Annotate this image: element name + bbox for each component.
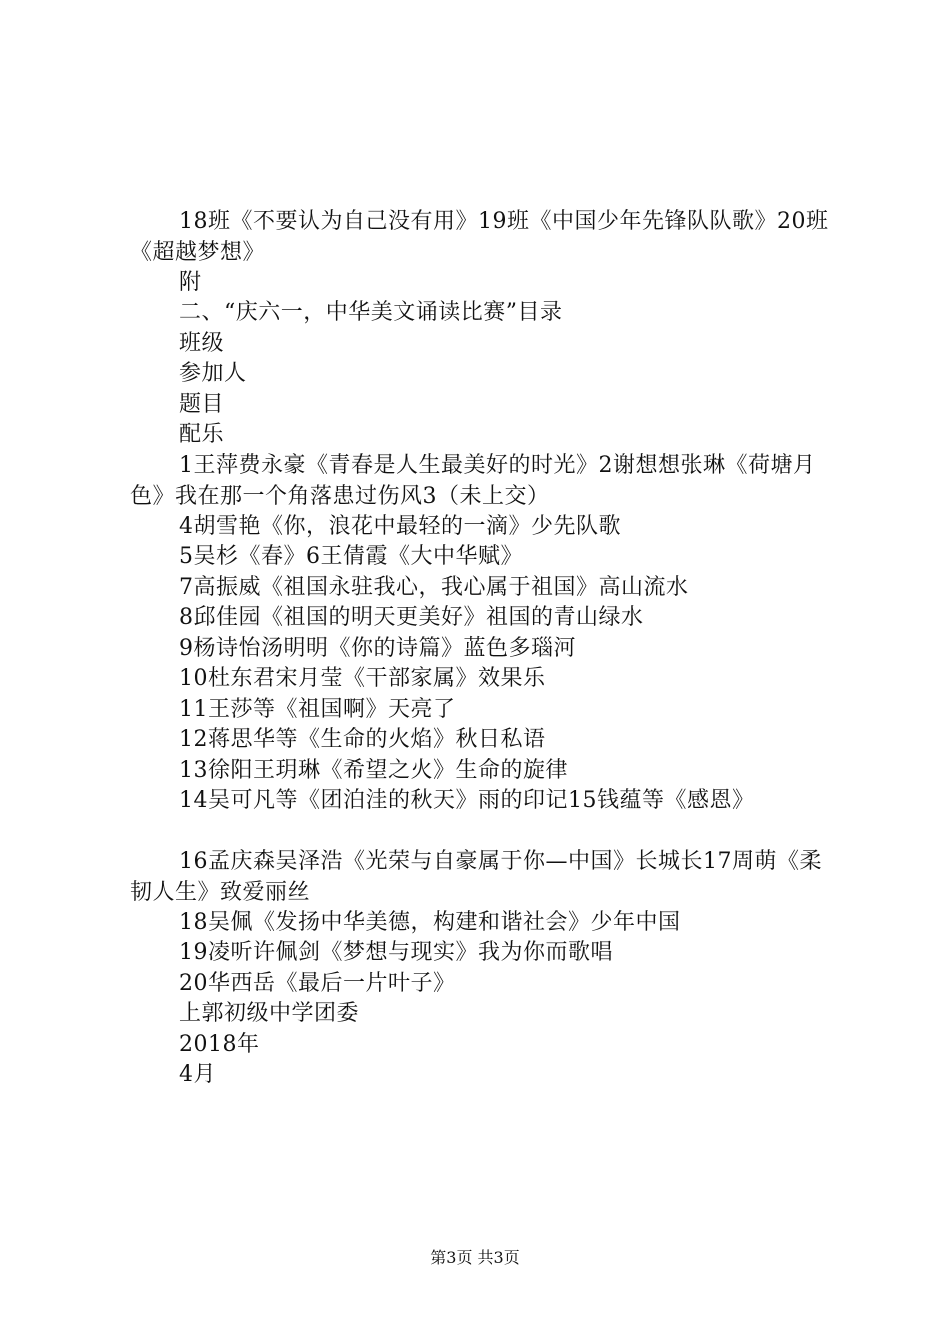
entry-4: 4胡雪艳《你，浪花中最轻的一滴》少先队歌 xyxy=(179,514,621,539)
entry-5-6: 5吴杉《春》6王倩霞《大中华赋》 xyxy=(179,544,523,569)
section-heading: 二、“庆六一，中华美文诵读比赛”目录 xyxy=(179,300,563,325)
entry-13: 13徐阳王玥琳《希望之火》生命的旋律 xyxy=(179,758,568,783)
entry-9: 9杨诗怡汤明明《你的诗篇》蓝色多瑙河 xyxy=(179,636,576,661)
column-class: 班级 xyxy=(179,331,225,356)
organization: 上郭初级中学团委 xyxy=(179,1001,360,1026)
entry-11: 11王莎等《祖国啊》天亮了 xyxy=(179,697,456,722)
entry-8: 8邱佳园《祖国的明天更美好》祖国的青山绿水 xyxy=(179,605,644,630)
entry-20: 20华西岳《最后一片叶子》 xyxy=(179,971,456,996)
entry-12: 12蒋思华等《生命的火焰》秋日私语 xyxy=(179,727,546,752)
column-music: 配乐 xyxy=(179,422,225,447)
column-title: 题目 xyxy=(179,392,225,417)
entry-1-3: 1王萍费永豪《青春是人生最美好的时光》2谢想想张琳《荷塘月色》我在那一个角落患过伤风3（未上交） xyxy=(130,453,816,509)
entry-14-15: 14吴可凡等《团泊洼的秋天》雨的印记15钱蕴等《感恩》 xyxy=(179,788,755,813)
page-footer: 第3页 共3页 xyxy=(430,1248,520,1267)
paragraph-class-songs: 18班《不要认为自己没有用》19班《中国少年先锋队队歌》20班《超越梦想》 xyxy=(130,209,829,265)
entry-19: 19凌听许佩剑《梦想与现实》我为你而歌唱 xyxy=(179,940,613,965)
entry-16-17: 16孟庆森吴泽浩《光荣与自豪属于你—中国》长城长17周萌《柔韧人生》致爱丽丝 xyxy=(130,849,822,905)
column-participant: 参加人 xyxy=(179,361,247,386)
appendix-label: 附 xyxy=(179,270,202,295)
entry-10: 10杜东君宋月莹《干部家属》效果乐 xyxy=(179,666,546,691)
month: 4月 xyxy=(179,1062,216,1087)
entry-7: 7高振威《祖国永驻我心，我心属于祖国》高山流水 xyxy=(179,575,689,600)
entry-18: 18吴佩《发扬中华美德，构建和谐社会》少年中国 xyxy=(179,910,681,935)
year: 2018年 xyxy=(179,1032,260,1057)
